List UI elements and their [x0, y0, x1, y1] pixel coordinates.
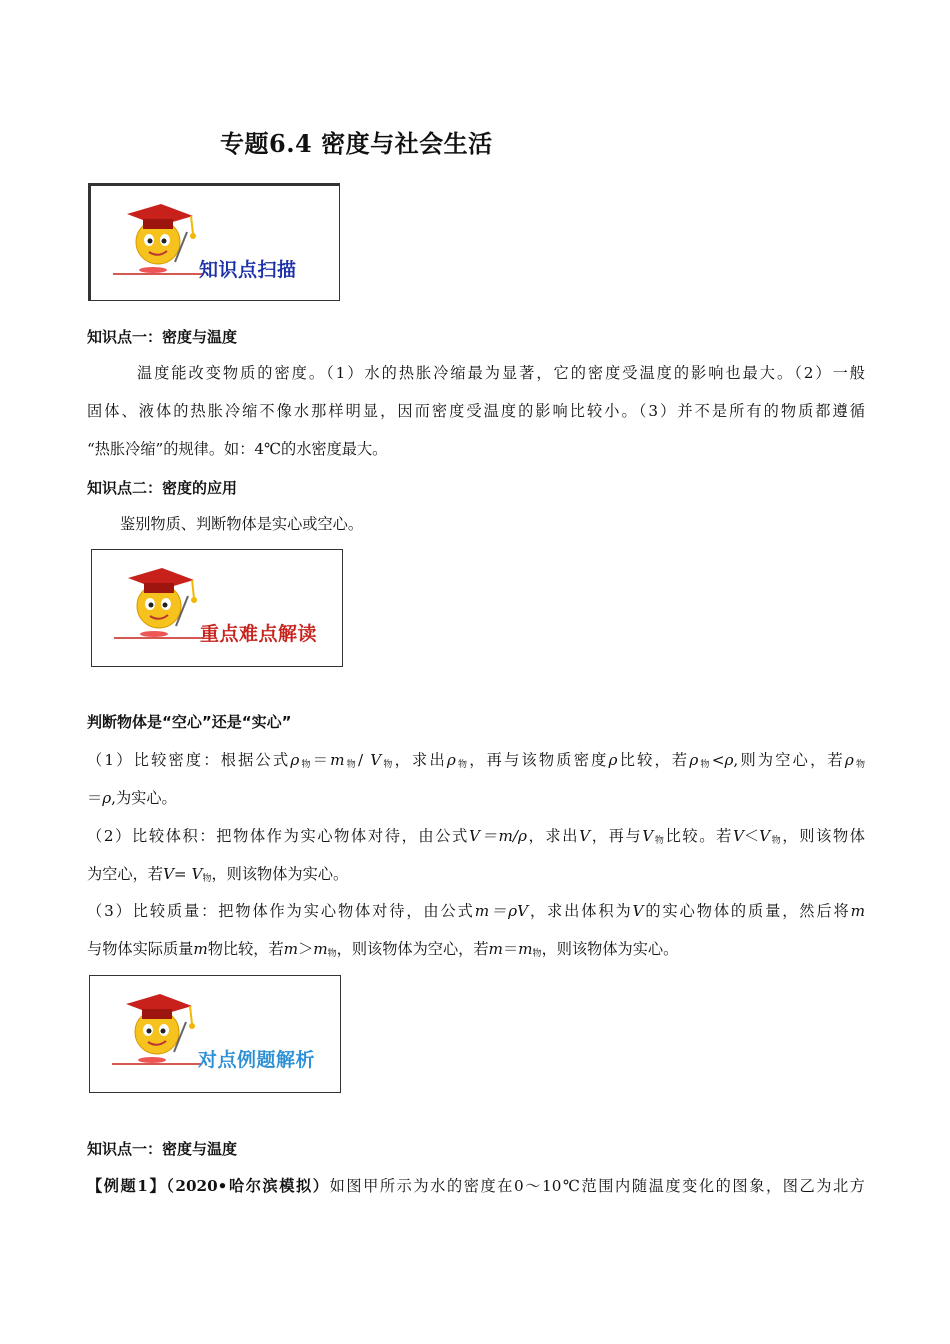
- paragraph-line-method1: （1）比较密度：根据公式$\rho_物=m_物/$ $V_物$，求出$\rho_物$，再与该物质密度ρ比较，若$\rho_物<\rho$,则为空心，若$\rho_物$: [87, 751, 866, 770]
- example-source: （2020•哈尔滨模拟）: [166, 1177, 330, 1195]
- section-heading: 知识点二：密度的应用: [87, 479, 238, 497]
- paragraph-line-method2: （2）比较体积：把物体作为实心物体对待，由公式V＝m/ρ，求出V，再与$V_物$比较。若$V<V_物$，则该物体: [87, 827, 865, 846]
- paragraph-line: 鉴别物质、判断物体是实心或空心。: [120, 515, 363, 533]
- graduation-cap-smiley-icon: [114, 556, 204, 648]
- example-tag: 【例题1】: [87, 1177, 167, 1195]
- graduation-cap-smiley-icon: [113, 192, 203, 284]
- section-heading: 知识点一：密度与温度: [87, 328, 238, 346]
- paragraph-line-method3-cont: 与物体实际质量m物比较，若$m>m_物$，则该物体为空心，若$m=m_物$，则该物体为实心。: [87, 940, 679, 959]
- graduation-cap-smiley-icon: [112, 982, 202, 1074]
- example-line: 【例题1】（2020•哈尔滨模拟）如图甲所示为水的密度在0～10℃范围内随温度变化的图象，图乙为北方: [87, 1177, 865, 1195]
- section-banner-knowledge-scan: [88, 183, 340, 301]
- paragraph-line-method2-cont: 为空心，若$V= V_物$，则该物体为实心。: [87, 865, 349, 884]
- banner-label: 重点难点解读: [200, 623, 318, 645]
- paragraph-line: 温度能改变物质的密度。（1）水的热胀冷缩最为显著，它的密度受温度的影响也最大。（2）一般: [137, 364, 865, 382]
- section-heading: 知识点一：密度与温度: [87, 1140, 238, 1158]
- section-heading: 判断物体是“空心”还是“实心”: [87, 713, 292, 731]
- paragraph-line-method1-cont: ＝ρ,为实心。: [87, 789, 177, 807]
- paragraph-line-method3: （3）比较质量：把物体作为实心物体对待，由公式m＝ρV，求出体积为V的实心物体的质量，然后将m: [87, 902, 866, 920]
- banner-label: 对点例题解析: [198, 1049, 316, 1071]
- page-title: 专题6.4 密度与社会生活: [220, 129, 493, 158]
- section-banner-examples: [89, 975, 341, 1093]
- paragraph-line: “热胀冷缩”的规律。如：4℃的水密度最大。: [87, 440, 388, 458]
- paragraph-line: 固体、液体的热胀冷缩不像水那样明显，因而密度受温度的影响比较小。（3）并不是所有的物质都遵循: [87, 402, 865, 420]
- section-banner-key-points: [91, 549, 343, 667]
- banner-label: 知识点扫描: [199, 259, 297, 281]
